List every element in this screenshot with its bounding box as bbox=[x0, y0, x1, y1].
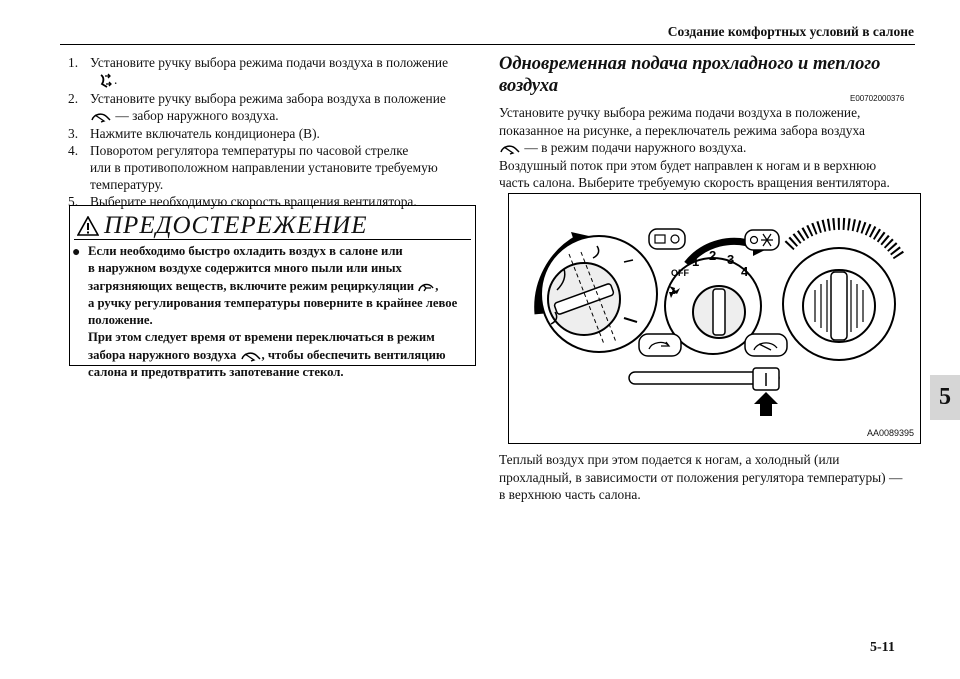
step-1-icon-line: . bbox=[68, 71, 478, 90]
climate-panel-illustration bbox=[509, 194, 920, 443]
climate-panel-figure bbox=[508, 193, 921, 444]
fresh-air-button bbox=[745, 334, 787, 356]
step-4: 4. Поворотом регулятора температуры по часовой стрелке bbox=[68, 142, 409, 158]
warning-triangle-icon bbox=[77, 216, 99, 236]
warning-box bbox=[69, 205, 476, 380]
fresh-air-icon bbox=[499, 143, 521, 155]
step-2: 2. Установите ручку выбора режима забора воздуха в положение bbox=[68, 91, 446, 107]
fan-speed-2: 2 bbox=[709, 248, 717, 263]
pointer-arrow-icon bbox=[754, 392, 778, 416]
figure-code: AA0089395 bbox=[866, 428, 914, 438]
fan-speed-4: 4 bbox=[741, 264, 749, 279]
air-mode-feet-face-icon bbox=[98, 73, 114, 89]
fan-speed-1: 1 bbox=[692, 254, 700, 269]
warning-body: ● Если необходимо быстро охладить воздух в салоне или в наружном воздухе содержится много пыли или иных загрязняющих веществ, включите режим рециркуляции , а ручку регулирования температуры поверните в крайнее левое положение. При этом следует время от времени переключаться в режим забора наружного воздуха , чтобы обеспечить вентиляцию салона и предотвратить запотевание стекол. bbox=[72, 244, 458, 380]
steps-list bbox=[68, 54, 478, 211]
page-number: 5-11 bbox=[870, 640, 895, 655]
fan-off-label: OFF bbox=[671, 268, 689, 278]
section-code: E00702000376 bbox=[850, 94, 905, 103]
recirculation-button bbox=[639, 334, 681, 356]
page-header: Создание комфортных условий в салоне bbox=[667, 24, 914, 39]
step-4-cont2: температуру. bbox=[90, 177, 164, 193]
bullet-icon: ● bbox=[72, 245, 81, 260]
section-body: Установите ручку выбора режима подачи воздуха в положение, показанное на рисунке, а переключатель режима забора воздуха — в режим подачи наружного воздуха. Воздушный поток при этом будет направлен к ногам и в верхнюю часть салона. Выберите требуемую скорость вращения вентилятора. bbox=[499, 105, 890, 191]
step-5: 5. Выберите необходимую скорость вращения вентилятора. bbox=[68, 194, 417, 210]
step-3: 3. Нажмите включатель кондиционера (В). bbox=[68, 125, 320, 141]
header-rule bbox=[60, 44, 915, 45]
step-2-cont: — забор наружного воздуха. bbox=[68, 107, 478, 124]
warning-title: ПРЕДОСТЕРЕЖЕНИЕ bbox=[104, 212, 368, 239]
fan-speed-3: 3 bbox=[727, 252, 735, 267]
recirculation-icon bbox=[417, 281, 435, 293]
section-title: Одновременная подача прохладного и теплого воздуха bbox=[499, 54, 881, 96]
fresh-air-icon bbox=[90, 111, 112, 123]
fresh-air-icon bbox=[240, 350, 262, 362]
warning-rule bbox=[74, 239, 471, 240]
chapter-tab[interactable]: 5 bbox=[930, 375, 960, 420]
closing-text: Теплый воздух при этом подается к ногам, а холодный (или прохладный, в зависимости от положения регулятора температуры) — в верхнюю часть салона. bbox=[499, 452, 903, 503]
step-4-cont: или в противоположном направлении установите требуемую bbox=[90, 160, 438, 176]
step-1: 1. Установите ручку выбора режима подачи воздуха в положение bbox=[68, 55, 449, 70]
